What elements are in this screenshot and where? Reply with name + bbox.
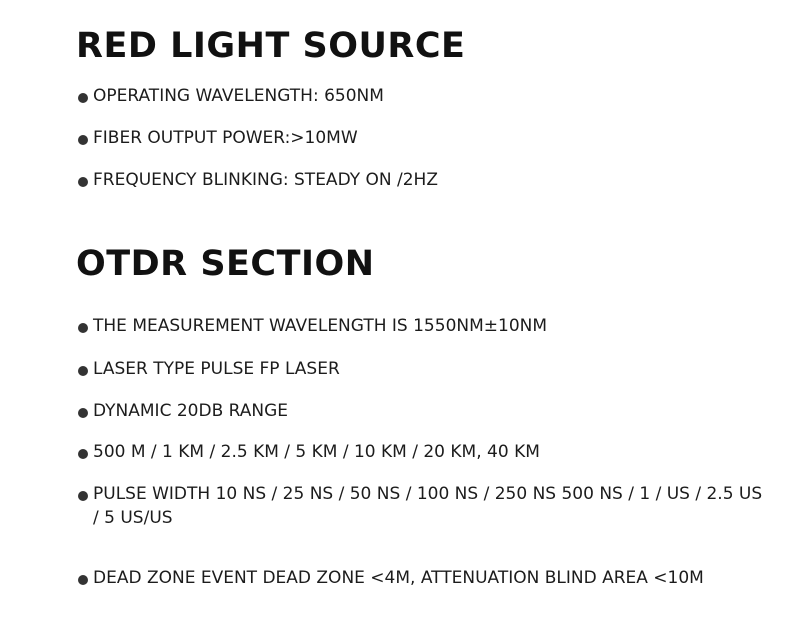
spec-item-text: FIBER OUTPUT POWER:>10MW <box>93 128 358 148</box>
spec-item-text: FREQUENCY BLINKING: STEADY ON /2HZ <box>93 170 438 190</box>
spec-item <box>78 440 768 464</box>
bullet-icon <box>78 177 88 187</box>
spec-item-text: LASER TYPE PULSE FP LASER <box>93 359 340 379</box>
bullet-icon <box>78 366 88 376</box>
bullet-icon <box>78 408 88 418</box>
spec-item <box>78 314 768 338</box>
spec-item <box>78 126 768 150</box>
bullet-icon <box>78 491 88 501</box>
spec-item <box>78 482 768 530</box>
bullet-icon <box>78 323 88 333</box>
spec-item <box>78 84 768 108</box>
spec-item-text: 500 M / 1 KM / 2.5 KM / 5 KM / 10 KM / 20 KM, 40 KM <box>93 442 540 462</box>
spec-item-text: OPERATING WAVELENGTH: 650NM <box>93 86 384 106</box>
section-title-red-light-source: RED LIGHT SOURCE <box>76 26 466 66</box>
spec-item <box>78 357 768 381</box>
spec-item <box>78 168 768 192</box>
bullet-icon <box>78 575 88 585</box>
spec-item-text: DYNAMIC 20DB RANGE <box>93 401 289 421</box>
spec-item-text: PULSE WIDTH 10 NS / 25 NS / 50 NS / 100 NS / 250 NS 500 NS / 1 / US / 2.5 US / 5 US/US <box>93 484 763 528</box>
spec-item <box>78 566 768 590</box>
section-title-otdr-section: OTDR SECTION <box>76 244 375 284</box>
bullet-icon <box>78 449 88 459</box>
spec-item-text: THE MEASUREMENT WAVELENGTH IS 1550NM±10NM <box>93 316 548 336</box>
bullet-icon <box>78 93 88 103</box>
spec-item-text: DEAD ZONE EVENT DEAD ZONE <4M, ATTENUATION BLIND AREA <10M <box>93 568 704 588</box>
spec-item <box>78 399 768 423</box>
bullet-icon <box>78 135 88 145</box>
